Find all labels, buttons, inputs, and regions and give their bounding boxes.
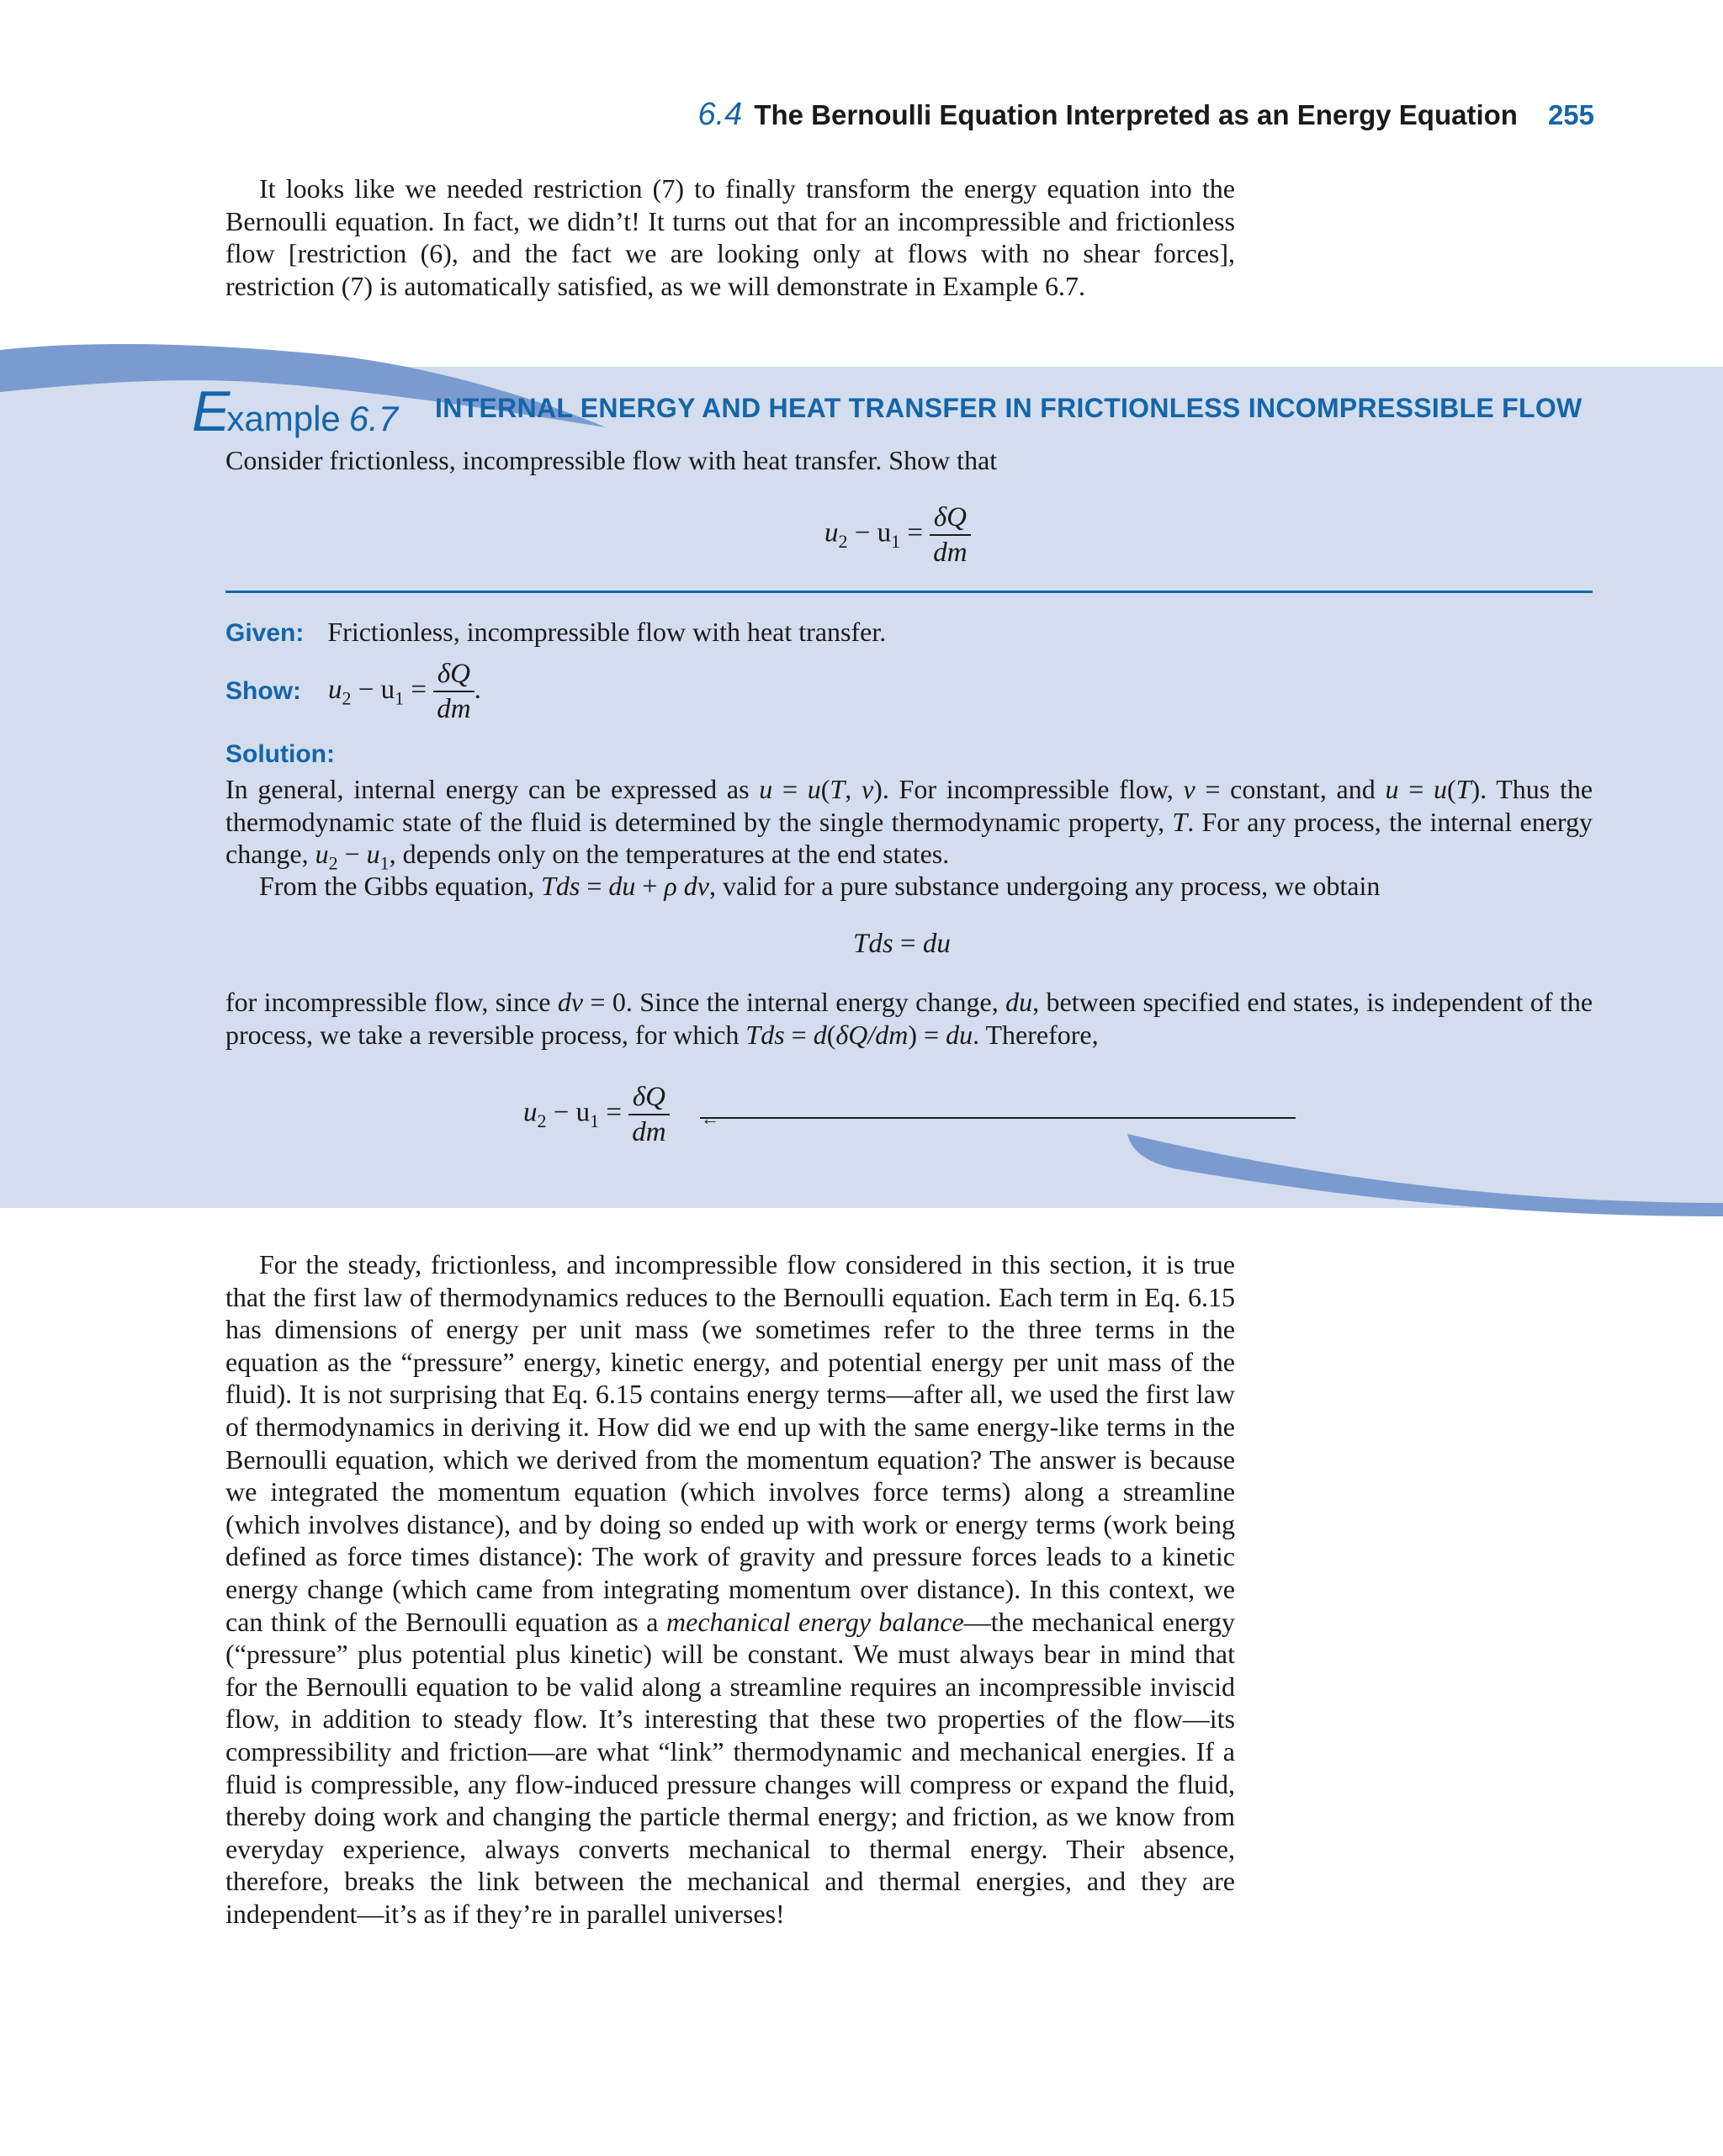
page-number: 255: [1547, 99, 1594, 130]
intro-paragraph: It looks like we needed restriction (7) to finally transform the energy equation into the Bernoulli equation. In fact, we didn’t! It turns out that for an incompressible and frictionless flow [restriction (6), and the fact we are looking only at flows with no shear forces], restriction (7) is automatically satisfied, as we will demonstrate in Example 6.7.: [225, 173, 1235, 301]
example-statement: Consider frictionless, incompressible flow with heat transfer. Show that: [225, 445, 998, 475]
fraction-denominator: dm: [933, 538, 968, 568]
result-arrow-icon: ←: [701, 1108, 719, 1129]
eq-minus: − u: [847, 517, 892, 548]
eq-equals: =: [404, 674, 434, 705]
solution-paragraph-2: From the Gibbs equation, Tds = du + ρ dv, valid for a pure substance undergoing any process, we obtain: [259, 871, 1381, 901]
section-title: The Bernoulli Equation Interpreted as an Energy Equation: [754, 99, 1518, 130]
equation-gibbs: Tds = du: [853, 929, 951, 959]
fraction-denominator: dm: [437, 694, 471, 724]
eq-u: u: [824, 517, 839, 548]
given-row: [225, 617, 886, 648]
result-arrow-line: [700, 1117, 1296, 1119]
equation-statement: [824, 501, 971, 569]
eq-period: .: [474, 674, 481, 705]
eq-sub: 1: [395, 687, 405, 709]
eq-u: u: [328, 674, 342, 705]
running-head: [0, 97, 1594, 137]
closing-paragraph: For the steady, frictionless, and incompressible flow considered in this section, it is true that the first law of thermodynamics reduces to the Bernoulli equation. Each term in Eq. 6.15 has dimensions of energy per unit mass (we sometimes refer to the three terms in the equation as the “pressure” energy, kinetic energy, and potential energy per unit mass of the fluid). It is not surprising that Eq. 6.15 contains energy terms—after all, we used the first law of thermodynamics in deriving it. How did we end up with the same energy-like terms in the Bernoulli equation, which we derived from the momentum equation? The answer is because we integrated the momentum equation (which involves force terms) along a streamline (which involves distance), and by doing so ended up with work or energy terms (work being defined as force times distance): The work of gravity and pressure forces leads to a kinetic energy change (which came from integrating momentum over distance). In this context, we can think of the Bernoulli equation as a mechanical energy balance—the mechanical energy (“pressure” plus potential plus kinetic) will be constant. We must always bear in mind that for the Bernoulli equation to be valid along a streamline requires an incompressible inviscid flow, in addition to steady flow. It’s interesting that these two properties of the flow—its compressibility and friction—are what “link” thermodynamic and mechanical energies. If a fluid is compressible, any flow-induced pressure changes will compress or expand the fluid, thereby doing work and changing the particle thermal energy; and friction, as we know from everyday experience, always converts mechanical to thermal energy. Their absence, therefore, breaks the link between the mechanical and thermal energies, and they are independent—it’s as if they’re in parallel universes!: [225, 1249, 1236, 1929]
solution-paragraph-1: In general, internal energy can be expressed as u = u(T, v). For incompressible flow, v = constant, and u = u(T). Thus the thermodynamic state of the fluid is determined by the single thermodynamic property, T. For any process, the internal energy change, $u_2 - u_1$, depends only on the temperatures at the end states.: [225, 774, 1593, 874]
bottom-swoosh: [1127, 1134, 1723, 1216]
fraction: $\frac{\delta Q}{dm}$: [628, 1080, 669, 1149]
given-text: Frictionless, incompressible flow with heat transfer.: [327, 617, 887, 647]
solution-paragraph-3: for incompressible flow, since dv = 0. Since the internal energy change, du, between specified end states, is independent of the process, we take a reversible process, for which Tds = d(δQ/dm) = du. Therefore,: [225, 987, 1593, 1050]
eq-sub: 2: [838, 531, 848, 553]
eq-sub: 2: [342, 687, 352, 709]
eq-minus: − u: [351, 674, 395, 705]
fraction: [930, 501, 970, 569]
example-number: 6.7: [348, 399, 399, 438]
divider: [225, 591, 1593, 593]
example-word: xample: [226, 399, 341, 438]
example-title: INTERNAL ENERGY AND HEAT TRANSFER IN FRICTIONLESS INCOMPRESSIBLE FLOW: [435, 393, 1583, 423]
fraction-numerator: δQ: [930, 501, 970, 536]
eq-equals: =: [900, 517, 930, 548]
given-label: Given:: [225, 619, 305, 647]
example-initial: E: [192, 379, 227, 443]
fraction-numerator: δQ: [433, 657, 474, 692]
equation-result: $u_2 - u_1$ = $\frac{\delta Q}{dm}$: [523, 1080, 670, 1149]
section-number: 6.4: [697, 97, 743, 132]
show-label: Show:: [225, 677, 301, 705]
solution-label: Solution:: [225, 740, 335, 768]
example-label: [192, 379, 398, 444]
eq-sub: 1: [891, 531, 901, 553]
fraction: [433, 657, 474, 726]
show-row: [225, 657, 481, 726]
